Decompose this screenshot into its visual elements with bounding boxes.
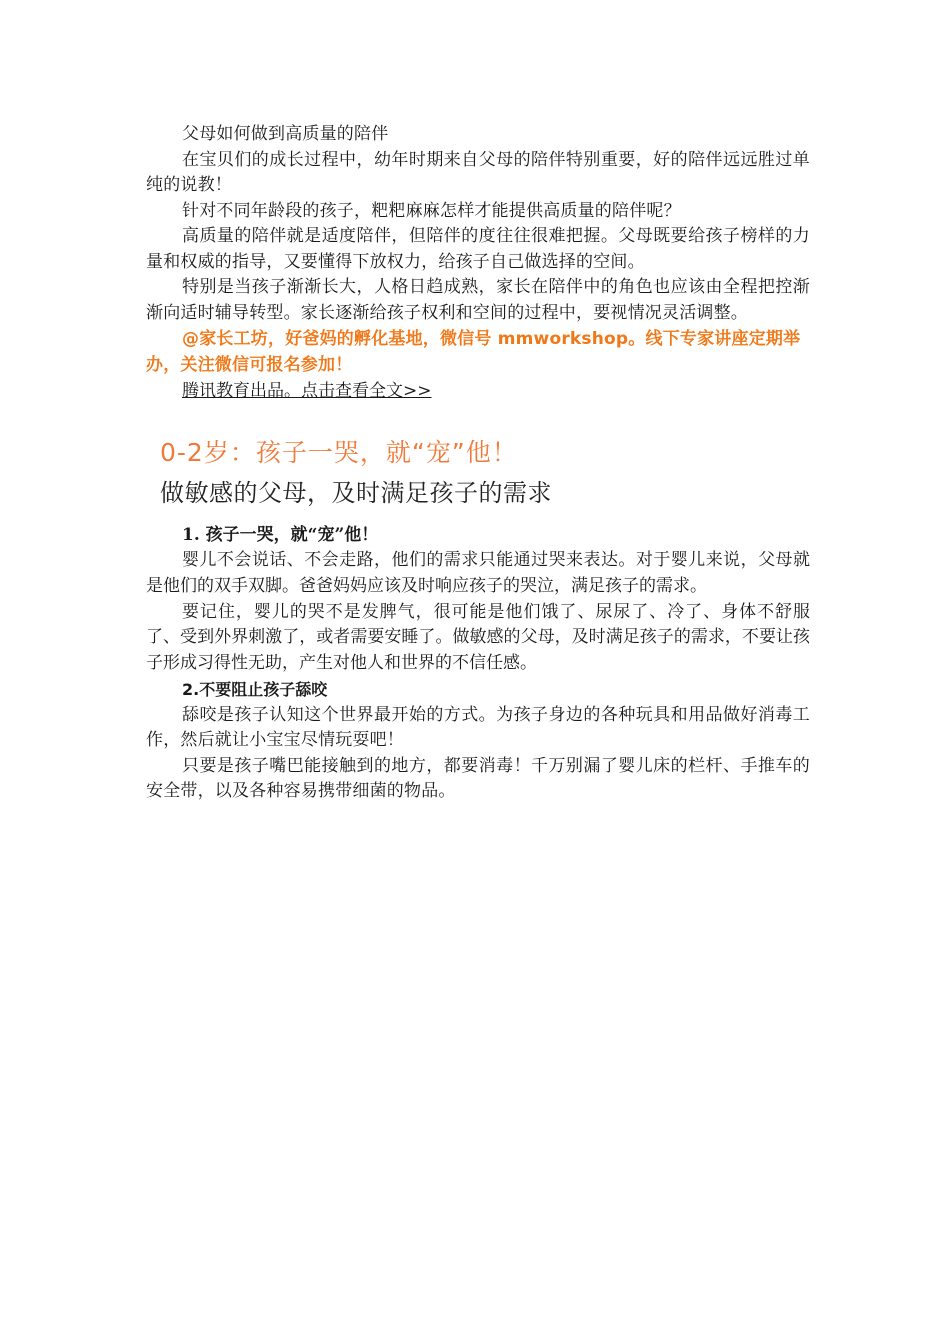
section-heading: 2.不要阻止孩子舔咬 (182, 679, 328, 699)
article-title: 父母如何做到高质量的陪伴 (182, 124, 389, 144)
banner-subtitle: 做敏感的父母，及时满足孩子的需求 (160, 479, 552, 507)
section-paragraph: 只要是孩子嘴巴能接触到的地方，都要消毒！千万别漏了婴儿床的栏杆、手推车的安全带，以及各种容易携带细菌的物品。 (146, 755, 810, 802)
article-paragraph: 针对不同年龄段的孩子，粑粑麻麻怎样才能提供高质量的陪伴呢？ (182, 200, 681, 221)
document-page (146, 122, 810, 805)
section-paragraph: 舔咬是孩子认知这个世界最开始的方式。为孩子身边的各种玩具和用品做好消毒工作，然后就让小宝宝尽情玩耍吧！ (146, 704, 810, 751)
article-paragraph: 在宝贝们的成长过程中，幼年时期来自父母的陪伴特别重要，好的陪伴远远胜过单纯的说教！ (146, 149, 810, 195)
source-link-line (146, 378, 810, 404)
read-full-article-link[interactable]: 腾讯教育出品。点击查看全文>> (182, 381, 432, 401)
section-paragraph: 要记住，婴儿的哭不是发脾气，很可能是他们饿了、尿尿了、冷了、身体不舒服了、受到外界刺激了，或者需要安睡了。做敏感的父母，及时满足孩子的需求，不要让孩子形成习得性无助，产生对他人和世界的不信任感。 (146, 601, 810, 674)
section-heading: 1. 孩子一哭，就“宠”他！ (182, 525, 379, 545)
promo-text: @家长工坊，好爸妈的孵化基地，微信号 mmworkshop。线下专家讲座定期举办，关注微信可报名参加！ (146, 329, 801, 375)
section-banner-image (160, 434, 590, 512)
banner-title: 0-2岁：孩子一哭，就“宠”他！ (160, 438, 518, 467)
article-paragraph: 特别是当孩子渐渐长大，人格日趋成熟，家长在陪伴中的角色也应该由全程把控渐渐向适时辅导转型。家长逐渐给孩子权利和空间的过程中，要视情况灵活调整。 (146, 277, 810, 323)
section-paragraph: 婴儿不会说话、不会走路，他们的需求只能通过哭来表达。对于婴儿来说，父母就是他们的双手双脚。爸爸妈妈应该及时响应孩子的哭泣，满足孩子的需求。 (146, 550, 810, 596)
article-paragraph: 高质量的陪伴就是适度陪伴，但陪伴的度往往很难把握。父母既要给孩子榜样的力量和权威的指导，又要懂得下放权力，给孩子自己做选择的空间。 (146, 226, 810, 272)
